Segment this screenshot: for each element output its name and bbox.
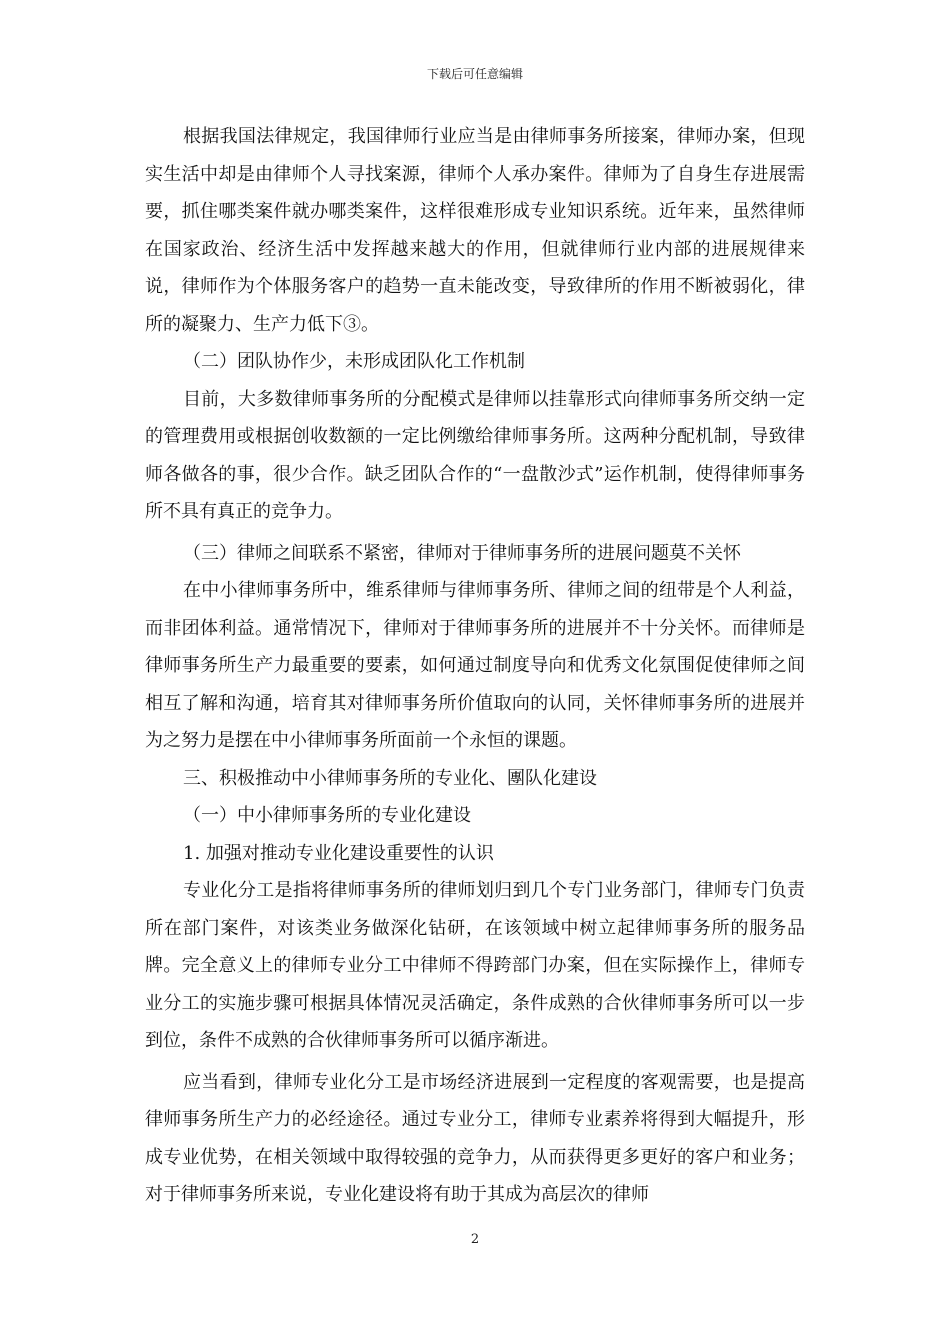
paragraph-legal-provisions: 根据我国法律规定，我国律师行业应当是由律师事务所接案，律师办案，但现实生活中却是由律师个人寻找案源，律师个人承办案件。律师为了自身生存进展需要，抓住哪类案件就办哪类案件，这样很难形成专业知识系统。近年来，虽然律师在国家政治、经济生活中发挥越来越大的作用，但就律师行业内部的进展规律来说，律师作为个体服务客户的趋势一直未能改变，导致律所的作用不断被弱化，律所的凝聚力、生产力低下③。 (145, 126, 805, 335)
paragraph-market-economy: 应当看到，律师专业化分工是市场经济进展到一定程度的客观需要，也是提高律师事务所生产力的必经途径。通过专业分工，律师专业素养将得到大幅提升，形成专业优势，在相关领域中取得较强的竞争力，从而获得更多更好的客户和业务；对于律师事务所来说，专业化建设将有助于其成为高层次的律师 (145, 1071, 805, 1205)
heading-specialization: （一）中小律师事务所的专业化建设 (183, 805, 471, 826)
paragraph-personal-interests: 在中小律师事务所中，维系律师与律师事务所、律师之间的纽带是个人利益，而非团体利益。通常情况下，律师对于律师事务所的进展并不十分关怀。而律师是律师事务所生产力最重要的要素，如何通过制度导向和优秀文化氛围促使律师之间相互了解和沟通，培育其对律师事务所价值取向的认同，关怀律师事务所的进展并为之努力是摆在中小律师事务所面前一个永恒的课题。 (145, 580, 805, 751)
heading-awareness: 1. 加强对推动专业化建设重要性的认识 (183, 842, 494, 864)
document-body (145, 118, 805, 1214)
page-number: 2 (470, 1232, 480, 1247)
heading-lawyer-connections: （三）律师之间联系不紧密，律师对于律师事务所的进展问题莫不关怀 (183, 542, 741, 564)
heading-team-collaboration: （二）团队协作少，未形成团队化工作机制 (183, 351, 525, 372)
paragraph-division-of-labor: 专业化分工是指将律师事务所的律师划归到几个专门业务部门，律师专门负责所在部门案件，对该类业务做深化钻研，在该领域中树立起律师事务所的服务品牌。完全意义上的律师专业分工中律师不得跨部门办案，但在实际操作上，律师专业分工的实施步骤可根据具体情况灵活确定，条件成熟的合伙律师事务所可以一步到位，条件不成熟的合伙律师事务所可以循序渐进。 (145, 880, 805, 1051)
paragraph-distribution-model: 目前，大多数律师事务所的分配模式是律师以挂靠形式向律师事务所交纳一定的管理费用或根据创收数额的一定比例缴给律师事务所。这两种分配机制，导致律师各做各的事，很少合作。缺乏团队合作的“一盘散沙式”运作机制，使得律师事务所不具有真正的竞争力。 (145, 388, 805, 522)
heading-section-three: 三、积极推动中小律师事务所的专业化、團队化建设 (183, 767, 597, 789)
page-header-note: 下载后可任意编辑 (426, 67, 523, 81)
